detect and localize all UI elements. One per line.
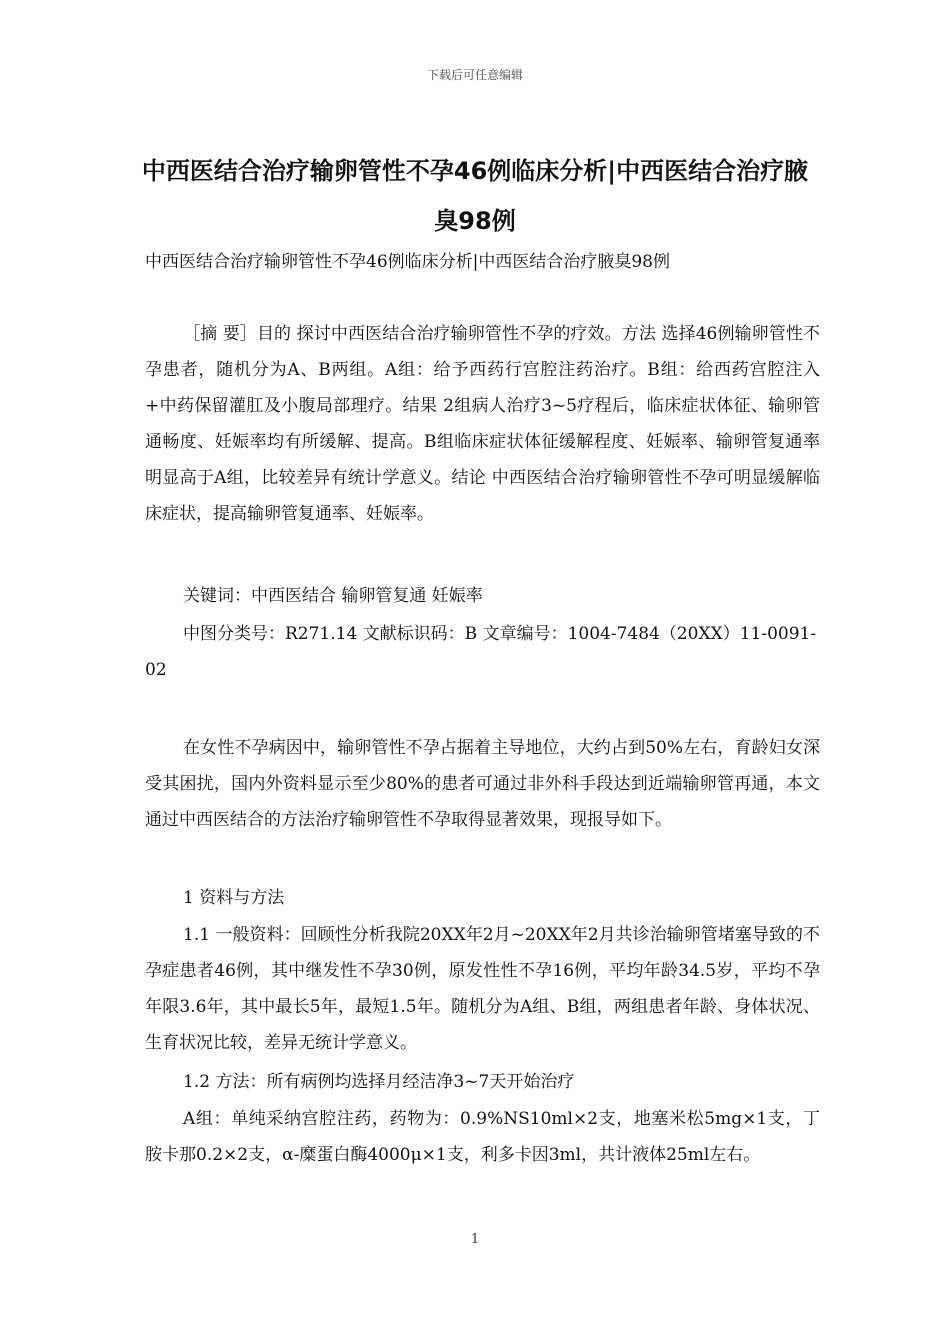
document-title: 中西医结合治疗输卵管性不孕46例临床分析|中西医结合治疗腋臭98例	[141, 157, 809, 235]
page-header-note: 下载后可任意编辑	[426, 68, 523, 82]
section-1-1-paragraph: 1.1 一般资料：回顾性分析我院20XX年2月~20XX年2月共诊治输卵管堵塞导致的不孕症患者46例，其中继发性不孕30例，原发性性不孕16例，平均年龄34.5岁，平均不孕年限3.6年，其中最长5年，最短1.5年。随机分为A组、B组，两组患者年龄、身体状况、生育状况比较，差异无统计学意义。	[145, 925, 820, 1053]
section-heading-1-2: 1.2 方法：所有病例均选择月经洁净3~7天开始治疗	[183, 1072, 575, 1092]
intro-paragraph: 在女性不孕病因中，输卵管性不孕占据着主导地位，大约占到50%左右，育龄妇女深受其困扰，国内外资料显示至少80%的患者可通过非外科手段达到近端输卵管再通，本文通过中西医结合的方法治疗输卵管性不孕取得显著效果，现报导如下。	[145, 738, 820, 830]
document-subtitle: 中西医结合治疗输卵管性不孕46例临床分析|中西医结合治疗腋臭98例	[145, 252, 670, 272]
group-a-paragraph: A组：单纯采纳宫腔注药，药物为：0.9%NS10ml×2支，地塞米松5mg×1支，丁胺卡那0.2×2支，α-糜蛋白酶4000μ×1支，利多卡因3ml，共计液体25ml左右。	[145, 1109, 820, 1165]
section-heading-1: 1 资料与方法	[183, 888, 285, 908]
page-number: 1	[470, 1232, 480, 1247]
classification-line: 中图分类号：R271.14 文献标识码：B 文章编号：1004-7484（20XX）11-0091-02	[145, 624, 817, 680]
abstract-paragraph: ［摘 要］目的 探讨中西医结合治疗输卵管性不孕的疗效。方法 选择46例输卵管性不孕患者，随机分为A、B两组。A组：给予西药行宫腔注药治疗。B组：给西药宫腔注入+中药保留灌肛及小腹局部理疗。结果 2组病人治疗3~5疗程后，临床症状体征、输卵管通畅度、妊娠率均有所缓解、提高。B组临床症状体征缓解程度、妊娠率、输卵管复通率明显高于A组，比较差异有统计学意义。结论 中西医结合治疗输卵管性不孕可明显缓解临床症状，提高输卵管复通率、妊娠率。	[145, 324, 820, 524]
keywords-line: 关键词：中西医结合 输卵管复通 妊娠率	[183, 586, 483, 606]
